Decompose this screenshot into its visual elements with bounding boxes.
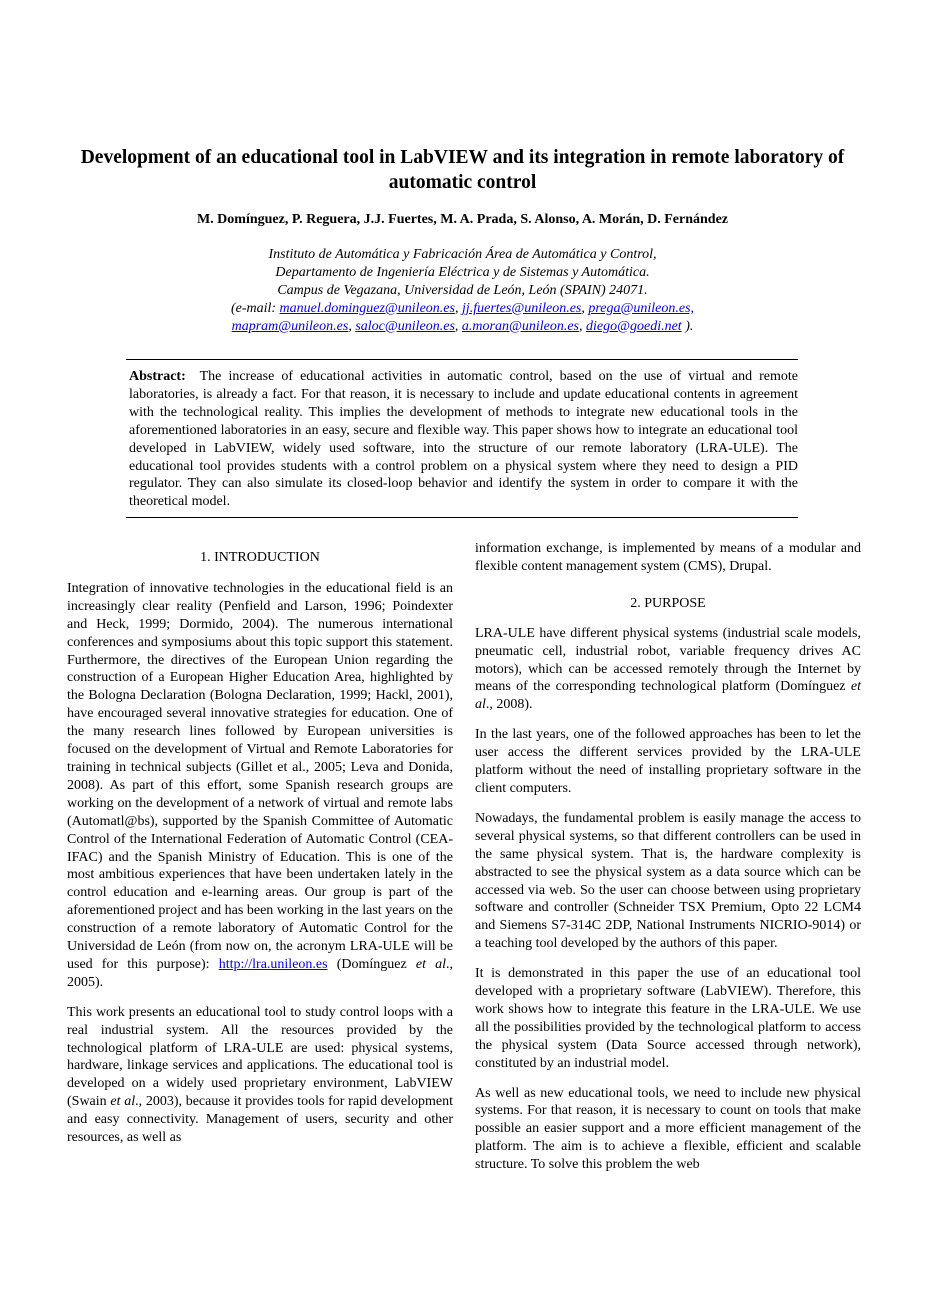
paragraph: Nowadays, the fundamental problem is easily manage the access to several physical systems, so that different controllers can be used in the same physical system. That is, the hardware complexity is abstracted to see the physical system as a data source which can be accessed via web. So the user can choose between using proprietary software and controller (Schneider TSX Premium, Opto 22 LCM4 and Siemens S7-314C 2DP, National Instruments NICRIO-9014) or a teaching tool developed by the authors of this paper. [475, 810, 861, 952]
paragraph: In the last years, one of the followed approaches has been to let the user access the different services provided by the LRA-ULE platform without the need of installing proprietary software in the client computers. [475, 727, 861, 796]
affiliation-line: Departamento de Ingeniería Eléctrica y de Sistemas y Automática. [275, 264, 650, 280]
affiliation-line: Campus de Vegazana, Universidad de León, León (SPAIN) 24071. [277, 282, 648, 298]
email-link[interactable]: diego@goedi.net [586, 318, 682, 334]
abstract-label: Abstract: [129, 369, 186, 384]
email-prefix: (e-mail: [230, 300, 280, 316]
email-line: (e-mail: manuel.dominguez@unileon.es, jj.fuertes@unileon.es, prega@unileon.es, [230, 300, 695, 316]
abstract-text: The increase of educational activities in automatic control, based on the use of virtual and remote laboratories, is already a fact. For that reason, it is necessary to include and update educational contents in agreement with the technological reality. This implies the development of methods to integrate new educational tools in the aforementioned laboratories in an easy, secure and flexible way. This paper shows how to integrate an educational tool developed in LabVIEW, widely used software, into the structure of our remote laboratory (LRA-ULE). The educational tool provides students with a control problem on a physical system where they need to design a PID regulator. They can also simulate its closed-loop behavior and identify the system in order to compare it with the theoretical model. [129, 369, 798, 510]
paragraph: This work presents an educational tool to study control loops with a real industrial system. All the resources provided by the technological platform of LRA-ULE are used: physical systems, hardware, linkage services and applications. The educational tool is developed on a widely used proprietary environment, LabVIEW (Swain et al., 2003), because it provides tools for rapid development and easy connectivity. Management of users, security and other resources, as well as [67, 1004, 453, 1146]
email-link[interactable]: a.moran@unileon.es [461, 318, 579, 334]
abstract [126, 359, 798, 518]
email-suffix: ). [681, 318, 694, 334]
left-column [67, 540, 453, 1159]
paragraph: As well as new educational tools, we need to include new physical systems. For that reason, it is necessary to count on tools that make possible an easier support and a more efficient management of the platform. The aim is to achieve a flexible, efficient and scalable structure. To solve this problem the web [475, 1085, 861, 1173]
email-link[interactable]: prega@unileon.es, [588, 300, 695, 316]
section-heading-introduction: 1. INTRODUCTION [200, 550, 320, 565]
email-line: mapram@unileon.es, saloc@unileon.es, a.moran@unileon.es, diego@goedi.net ). [231, 318, 694, 334]
paragraph: Integration of innovative technologies in the educational field is an increasingly clear reality (Penfield and Larson, 1996; Poindexter and Heck, 1999; Dormido, 2004). The numerous international conferences and symposiums about this topic support this statement. Furthermore, the directives of the European Union regarding the construction of a European Higher Education Area, highlighted by the Bologna Declaration (Bologna Declaration, 1999; Hackl, 2001), have encouraged several innovative strategies for education. One of the many research lines followed by European universities is focused on the development of Virtual and Remote Laboratories for training in technical subjects (Gillet et al., 2005; Leva and Donida, 2008). As part of this effort, some Spanish research groups are working on the development of a network of virtual and remote labs (Automatl@bs), supported by the Spanish Committee of Automatic Control of the International Federation of Automatic Control (CEA-IFAC) and the Spanish Ministry of Education. This is one of the most ambitious experiences that have been undertaken lately in the control education and e-learning areas. Our group is part of the aforementioned project and has been working in the last years on the construction of a remote laboratory of Automatic Control for the Universidad de León (from now on, the acronym LRA-ULE will be used for this purpose): http://lra.unileon.es (Domínguez et al., 2005). [67, 580, 454, 990]
paragraph: LRA-ULE have different physical systems (industrial scale models, pneumatic cell, industrial robot, variable frequency drives AC motors), which can be accessed remotely through the Internet by means of the corresponding technological platform (Domínguez et al., 2008). [475, 625, 861, 713]
email-link[interactable]: jj.fuertes@unileon.es [461, 300, 582, 316]
email-link[interactable]: mapram@unileon.es [231, 318, 349, 334]
paragraph: It is demonstrated in this paper the use of an educational tool developed with a proprietary software (LabVIEW). Therefore, this work shows how to integrate this feature in the LRA-ULE. We use all the possibilities provided by the technological platform to access the physical system (Data Source accessed through network), constituted by an industrial model. [475, 966, 861, 1071]
affiliation-line: Instituto de Automática y Fabricación Área de Automática y Control, [268, 247, 657, 262]
paper-title: Development of an educational tool in LabVIEW and its integration in remote laboratory of automatic control [80, 147, 845, 193]
email-link[interactable]: saloc@unileon.es [355, 318, 455, 334]
paragraph: information exchange, is implemented by means of a modular and flexible content management system (CMS), Drupal. [475, 541, 861, 574]
affiliation [60, 246, 865, 336]
email-link[interactable]: manuel.dominguez@unileon.es [279, 300, 455, 316]
section-heading-purpose: 2. PURPOSE [630, 595, 706, 611]
authors: M. Domínguez, P. Reguera, J.J. Fuertes, M. A. Prada, S. Alonso, A. Morán, D. Fernández [196, 212, 729, 227]
right-column [475, 540, 861, 1186]
lra-link[interactable]: http://lra.unileon.es [218, 956, 328, 972]
